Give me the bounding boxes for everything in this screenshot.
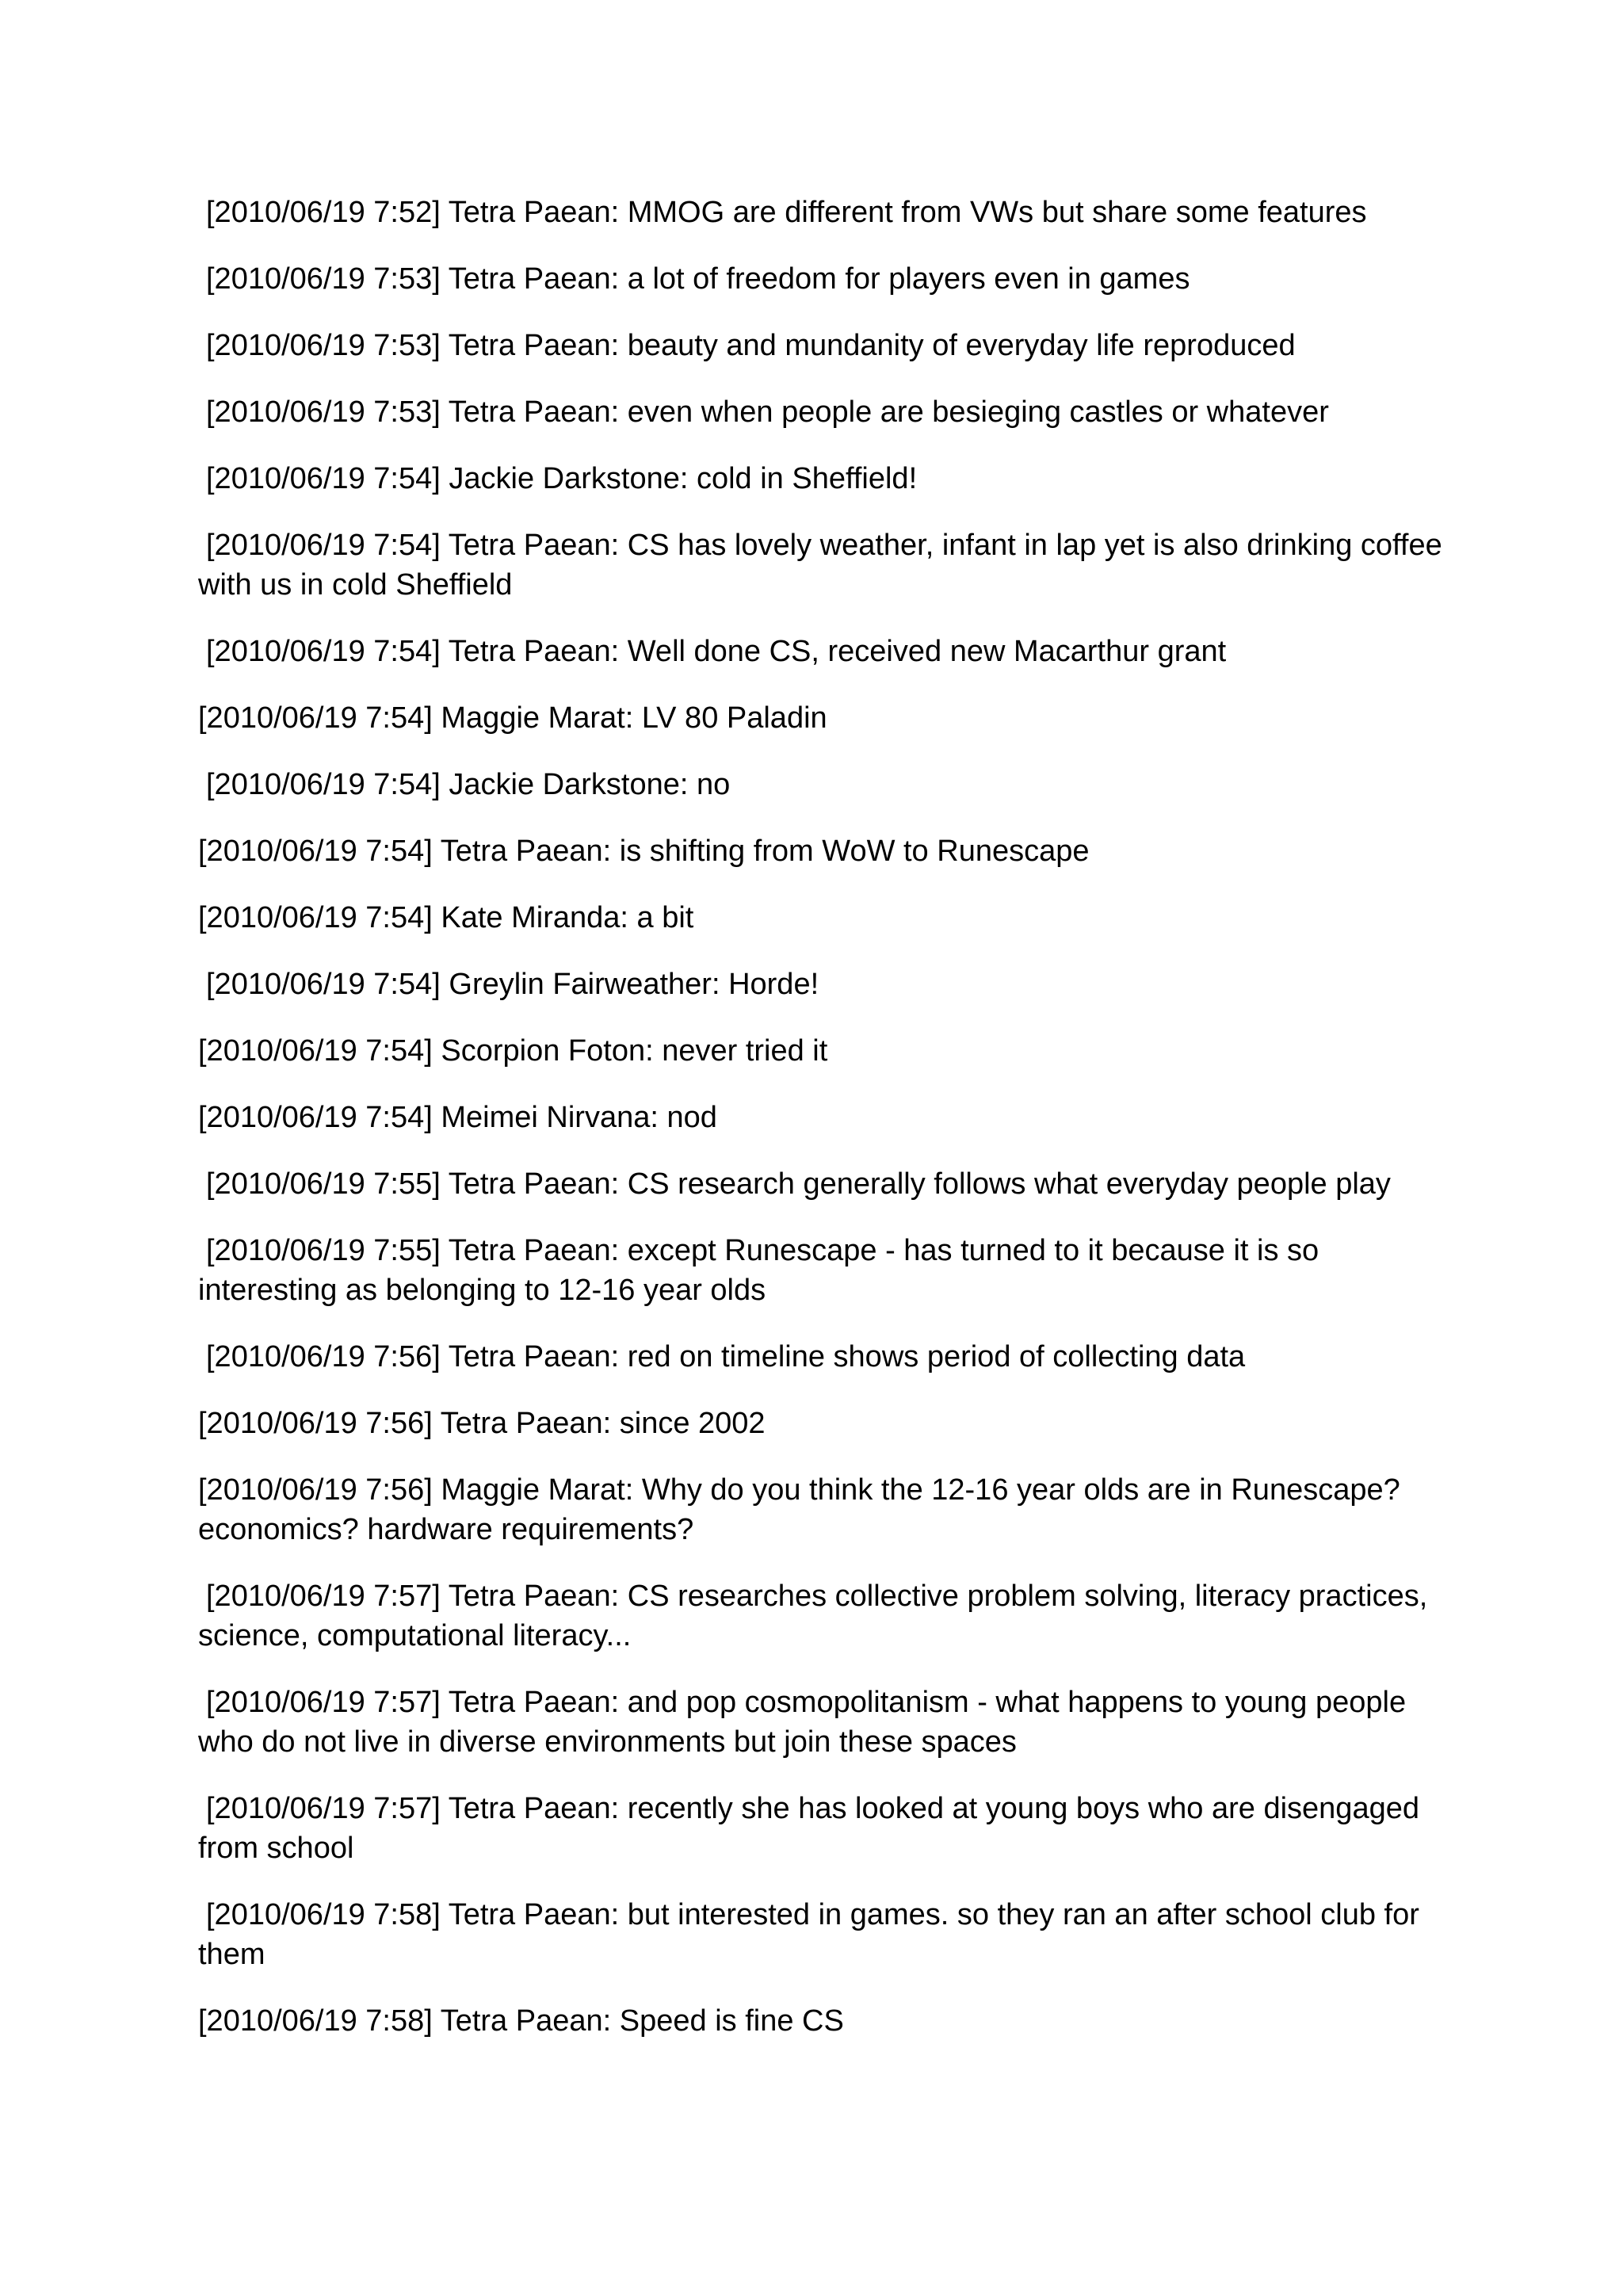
chat-line bbox=[198, 392, 1458, 432]
chat-timestamp: [2010/06/19 7:56] bbox=[198, 1473, 433, 1507]
chat-message: except Runescape - has turned to it because it is so interesting as belonging to 12-16 year olds bbox=[198, 1234, 1327, 1307]
chat-speaker: Tetra Paean: bbox=[448, 1792, 620, 1825]
chat-speaker: Tetra Paean: bbox=[440, 2004, 612, 2038]
chat-timestamp: [2010/06/19 7:54] bbox=[198, 1034, 433, 1068]
chat-message: cold in Sheffield! bbox=[696, 462, 918, 495]
chat-message: Horde! bbox=[728, 968, 819, 1001]
chat-message: never tried it bbox=[662, 1034, 828, 1068]
chat-message: LV 80 Paladin bbox=[641, 701, 827, 735]
chat-speaker: Tetra Paean: bbox=[440, 835, 612, 868]
chat-speaker: Scorpion Foton: bbox=[441, 1034, 654, 1068]
chat-timestamp: [2010/06/19 7:55] bbox=[206, 1234, 441, 1267]
chat-message: nod bbox=[666, 1101, 717, 1134]
chat-line bbox=[198, 1337, 1458, 1377]
chat-speaker: Tetra Paean: bbox=[448, 196, 620, 229]
chat-speaker: Tetra Paean: bbox=[440, 1407, 612, 1440]
chat-speaker: Tetra Paean: bbox=[448, 529, 620, 562]
chat-line bbox=[198, 1164, 1458, 1204]
chat-timestamp: [2010/06/19 7:54] bbox=[198, 701, 433, 735]
chat-message: CS has lovely weather, infant in lap yet is also drinking coffee with us in cold Sheffield bbox=[198, 529, 1451, 602]
chat-speaker: Tetra Paean: bbox=[448, 1686, 620, 1719]
chat-speaker: Maggie Marat: bbox=[441, 701, 634, 735]
chat-speaker: Kate Miranda: bbox=[441, 901, 628, 934]
chat-message: Why do you think the 12-16 year olds are in Runescape? economics? hardware requirements? bbox=[198, 1473, 1409, 1546]
chat-message: CS researches collective problem solving, literacy practices, science, computational literacy... bbox=[198, 1580, 1436, 1652]
chat-line bbox=[198, 1404, 1458, 1443]
chat-timestamp: [2010/06/19 7:58] bbox=[198, 2004, 433, 2038]
chat-message: CS research generally follows what everyday people play bbox=[627, 1167, 1391, 1201]
chat-timestamp: [2010/06/19 7:55] bbox=[206, 1167, 441, 1201]
chat-message: recently she has looked at young boys who are disengaged from school bbox=[198, 1792, 1428, 1865]
chat-timestamp: [2010/06/19 7:53] bbox=[206, 395, 441, 429]
chat-timestamp: [2010/06/19 7:54] bbox=[206, 529, 441, 562]
chat-message: but interested in games. so they ran an after school club for them bbox=[198, 1898, 1428, 1971]
chat-line bbox=[198, 1576, 1458, 1656]
chat-timestamp: [2010/06/19 7:54] bbox=[198, 835, 433, 868]
chat-line bbox=[198, 1031, 1458, 1071]
chat-message: Speed is fine CS bbox=[619, 2004, 844, 2038]
chat-timestamp: [2010/06/19 7:54] bbox=[206, 768, 441, 801]
chat-line bbox=[198, 1895, 1458, 1974]
chat-speaker: Tetra Paean: bbox=[448, 1167, 620, 1201]
chat-speaker: Tetra Paean: bbox=[448, 329, 620, 362]
chat-timestamp: [2010/06/19 7:52] bbox=[206, 196, 441, 229]
chat-timestamp: [2010/06/19 7:57] bbox=[206, 1686, 441, 1719]
chat-speaker: Tetra Paean: bbox=[448, 1234, 620, 1267]
chat-message: a lot of freedom for players even in games bbox=[627, 262, 1190, 296]
chat-speaker: Maggie Marat: bbox=[441, 1473, 634, 1507]
chat-line bbox=[198, 765, 1458, 804]
chat-line bbox=[198, 459, 1458, 499]
chat-timestamp: [2010/06/19 7:56] bbox=[206, 1340, 441, 1373]
chat-line bbox=[198, 1098, 1458, 1137]
chat-message: beauty and mundanity of everyday life reproduced bbox=[627, 329, 1296, 362]
chat-timestamp: [2010/06/19 7:53] bbox=[206, 329, 441, 362]
chat-speaker: Tetra Paean: bbox=[448, 1898, 620, 1931]
chat-speaker: Tetra Paean: bbox=[448, 262, 620, 296]
chat-speaker: Meimei Nirvana: bbox=[441, 1101, 659, 1134]
chat-speaker: Greylin Fairweather: bbox=[449, 968, 720, 1001]
chat-message: MMOG are different from VWs but share some features bbox=[627, 196, 1367, 229]
chat-line bbox=[198, 632, 1458, 671]
chat-message: red on timeline shows period of collecting data bbox=[627, 1340, 1246, 1373]
chat-line bbox=[198, 525, 1458, 605]
chat-message: since 2002 bbox=[619, 1407, 766, 1440]
chat-line bbox=[198, 1789, 1458, 1868]
chat-timestamp: [2010/06/19 7:57] bbox=[206, 1792, 441, 1825]
chat-message: even when people are besieging castles or whatever bbox=[627, 395, 1329, 429]
chat-timestamp: [2010/06/19 7:54] bbox=[198, 901, 433, 934]
chat-speaker: Tetra Paean: bbox=[448, 1340, 620, 1373]
chat-line bbox=[198, 2001, 1458, 2041]
chat-speaker: Jackie Darkstone: bbox=[449, 768, 689, 801]
chat-timestamp: [2010/06/19 7:54] bbox=[206, 462, 441, 495]
chat-timestamp: [2010/06/19 7:54] bbox=[206, 635, 441, 668]
chat-line bbox=[198, 326, 1458, 365]
chat-speaker: Jackie Darkstone: bbox=[449, 462, 689, 495]
chat-timestamp: [2010/06/19 7:58] bbox=[206, 1898, 441, 1931]
chat-speaker: Tetra Paean: bbox=[448, 635, 620, 668]
chat-line bbox=[198, 965, 1458, 1004]
chat-transcript bbox=[198, 193, 1458, 2068]
chat-line bbox=[198, 193, 1458, 232]
chat-message: is shifting from WoW to Runescape bbox=[619, 835, 1090, 868]
chat-speaker: Tetra Paean: bbox=[448, 395, 620, 429]
chat-message: and pop cosmopolitanism - what happens to young people who do not live in diverse environments but join these spaces bbox=[198, 1686, 1415, 1759]
chat-timestamp: [2010/06/19 7:54] bbox=[206, 968, 441, 1001]
chat-line bbox=[198, 898, 1458, 938]
chat-message: no bbox=[696, 768, 731, 801]
chat-timestamp: [2010/06/19 7:54] bbox=[198, 1101, 433, 1134]
chat-message: a bit bbox=[636, 901, 694, 934]
chat-speaker: Tetra Paean: bbox=[448, 1580, 620, 1613]
chat-line bbox=[198, 1683, 1458, 1762]
chat-line bbox=[198, 831, 1458, 871]
chat-timestamp: [2010/06/19 7:56] bbox=[198, 1407, 433, 1440]
chat-timestamp: [2010/06/19 7:53] bbox=[206, 262, 441, 296]
chat-line bbox=[198, 259, 1458, 299]
chat-line bbox=[198, 1231, 1458, 1310]
chat-line bbox=[198, 1470, 1458, 1549]
chat-line bbox=[198, 698, 1458, 738]
chat-message: Well done CS, received new Macarthur grant bbox=[627, 635, 1227, 668]
chat-timestamp: [2010/06/19 7:57] bbox=[206, 1580, 441, 1613]
